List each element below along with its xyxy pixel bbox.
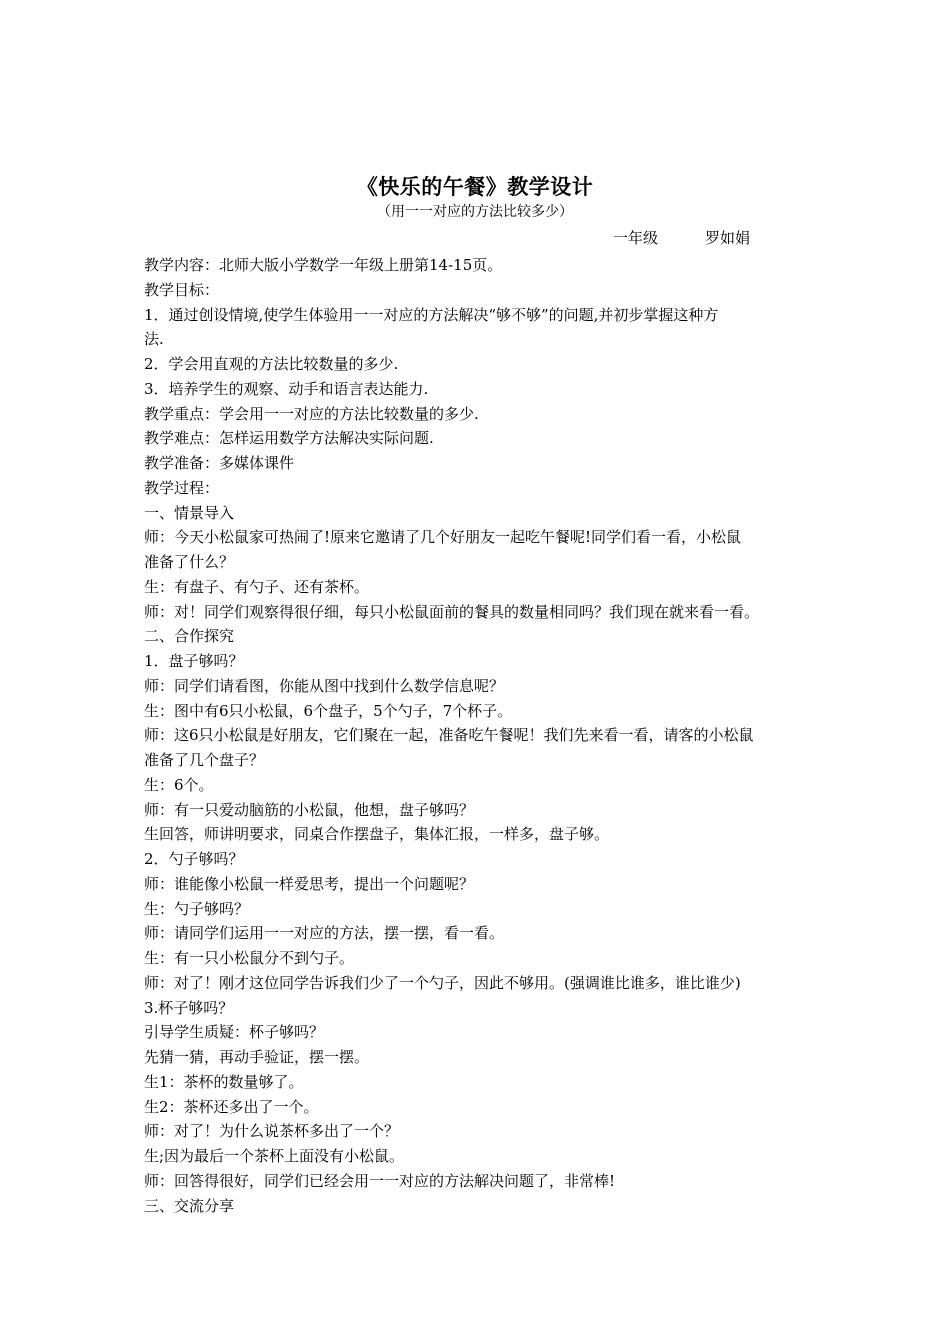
text-line: 教学重点：学会用一一对应的方法比较数量的多少. [144, 404, 479, 423]
text-line: 2．学会用直观的方法比较数量的多少. [144, 355, 399, 373]
document-subtitle: （用一一对应的方法比较多少） [377, 204, 573, 220]
text-line: 师：谁能像小松鼠一样爱思考，提出一个问题呢？ [144, 874, 475, 893]
text-line: 生：有盘子、有勺子、还有茶杯。 [144, 577, 370, 596]
text-line: 师：同学们请看图，你能从图中找到什么数学信息呢？ [144, 676, 505, 695]
author-line [613, 228, 750, 248]
text-line: 生1：茶杯的数量够了。 [144, 1072, 304, 1091]
text-line: 三、交流分享 [144, 1196, 235, 1215]
text-line: 师：今天小松鼠家可热闹了!原来它邀请了几个好朋友一起吃午餐呢!同学们看一看，小松鼠 [144, 528, 742, 547]
text-line: 引导学生质疑：杯子够吗？ [144, 1023, 325, 1042]
text-line: 一、情景导入 [144, 503, 235, 522]
text-line: 2．勺子够吗？ [144, 850, 244, 868]
text-line: 先猜一猜，再动手验证，摆一摆。 [144, 1048, 370, 1066]
text-line: 师：对了！刚才这位同学告诉我们少了一个勺子，因此不够用。(强调谁比谁多，谁比谁少) [144, 973, 741, 992]
document-title: 《快乐的午餐》教学设计 [356, 175, 594, 199]
text-line: 教学准备：多媒体课件 [144, 454, 295, 472]
text-line: 生回答，师讲明要求，同桌合作摆盘子，集体汇报，一样多，盘子够。 [144, 825, 610, 844]
text-line: 师：请同学们运用一一对应的方法，摆一摆，看一看。 [144, 924, 505, 943]
text-line: 师：对了！为什么说茶杯多出了一个？ [144, 1122, 400, 1141]
author-name: 罗如娟 [705, 229, 751, 247]
text-line: 教学目标： [144, 280, 220, 299]
grade-label: 一年级 [613, 229, 659, 247]
text-line: 法. [144, 330, 164, 349]
text-line: 3.杯子够吗？ [144, 998, 234, 1017]
text-line: 3．培养学生的观察、动手和语言表达能力. [144, 379, 429, 398]
text-line: 1．通过创设情境,使学生体验用一一对应的方法解决“够不够”的问题,并初步掌握这种方 [144, 305, 719, 324]
text-line: 生：勺子够吗？ [144, 899, 250, 918]
text-line: 教学难点：怎样运用数学方法解决实际问题. [144, 429, 434, 448]
text-line: 生：有一只小松鼠分不到勺子。 [144, 949, 355, 967]
text-line: 师：对！同学们观察得很仔细，每只小松鼠面前的餐具的数量相同吗？我们现在就来看一看。 [144, 602, 760, 621]
text-line: 二、合作探究 [144, 627, 235, 646]
text-line: 1．盘子够吗？ [144, 652, 244, 670]
text-line: 师：回答得很好，同学们已经会用一一对应的方法解决问题了，非常棒! [144, 1171, 616, 1190]
text-line: 准备了什么？ [144, 553, 235, 571]
text-line: 生：图中有6只小松鼠，6个盘子，5个勺子，7个杯子。 [144, 701, 513, 720]
text-line: 教学内容：北师大版小学数学一年级上册第14-15页。 [144, 256, 503, 274]
text-line: 生2：茶杯还多出了一个。 [144, 1097, 319, 1116]
text-line: 师：有一只爱动脑筋的小松鼠，他想，盘子够吗？ [144, 800, 475, 819]
document-body [144, 253, 824, 1218]
text-line: 生：6个。 [144, 775, 214, 794]
text-line: 师：这6只小松鼠是好朋友，它们聚在一起，准备吃午餐呢！我们先来看一看，请客的小松鼠 [144, 726, 754, 745]
text-line: 准备了几个盘子？ [144, 751, 265, 769]
text-line: 教学过程： [144, 478, 220, 497]
text-line: 生;因为最后一个茶杯上面没有小松鼠。 [144, 1147, 405, 1165]
